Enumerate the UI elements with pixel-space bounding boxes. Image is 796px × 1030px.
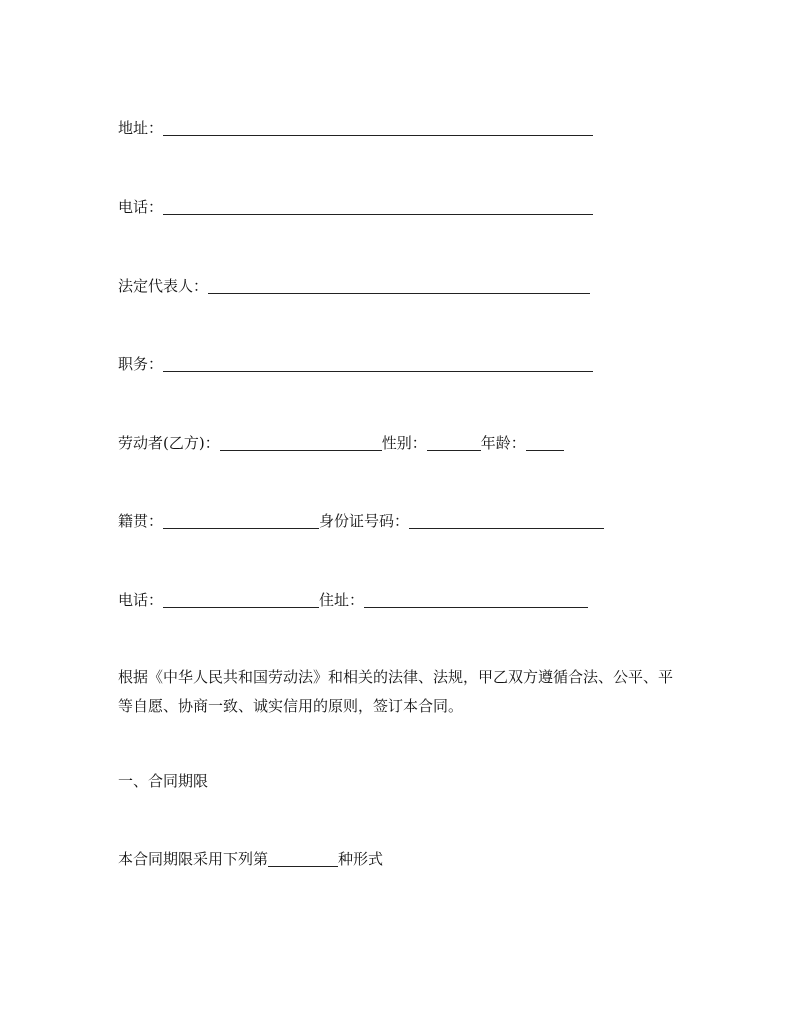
age-blank[interactable] [526, 434, 564, 451]
worker-phone-blank[interactable] [163, 591, 319, 608]
age-label: 年龄： [480, 434, 526, 452]
residence-blank[interactable] [364, 591, 588, 608]
section1-heading: 一、合同期限 [118, 772, 209, 790]
native-place-label: 籍贯： [118, 512, 164, 530]
phone-line [118, 196, 593, 218]
residence-label: 住址： [319, 591, 365, 609]
section-heading [118, 770, 208, 792]
address-label: 地址： [118, 119, 164, 137]
address-line [118, 117, 593, 139]
term-text-before: 本合同期限采用下列第 [118, 850, 269, 868]
legal-rep-line [118, 275, 590, 297]
worker-phone-line [118, 589, 588, 611]
address-blank[interactable] [163, 119, 593, 136]
position-label: 职务： [118, 355, 164, 373]
phone-label: 电话： [118, 198, 164, 216]
id-number-label: 身份证号码： [319, 512, 410, 530]
intro-paragraph: 根据《中华人民共和国劳动法》和相关的法律、法规，甲乙双方遵循合法、公平、平等自愿、协商一致、诚实信用的原则，签订本合同。 [118, 668, 674, 715]
term-line [118, 848, 383, 870]
phone-blank[interactable] [163, 198, 593, 215]
position-blank[interactable] [163, 355, 593, 372]
worker-line [118, 432, 564, 454]
gender-label: 性别： [381, 434, 427, 452]
id-number-blank[interactable] [409, 512, 604, 529]
worker-phone-label: 电话： [118, 591, 164, 609]
legal-rep-blank[interactable] [208, 277, 590, 294]
native-place-blank[interactable] [163, 512, 319, 529]
gender-blank[interactable] [427, 434, 481, 451]
worker-name-blank[interactable] [220, 434, 382, 451]
worker-label: 劳动者(乙方)： [118, 434, 220, 452]
position-line [118, 353, 593, 375]
native-place-line [118, 510, 604, 532]
term-text-after: 种形式 [338, 850, 384, 868]
term-blank[interactable] [268, 850, 338, 867]
legal-rep-label: 法定代表人： [118, 277, 209, 295]
